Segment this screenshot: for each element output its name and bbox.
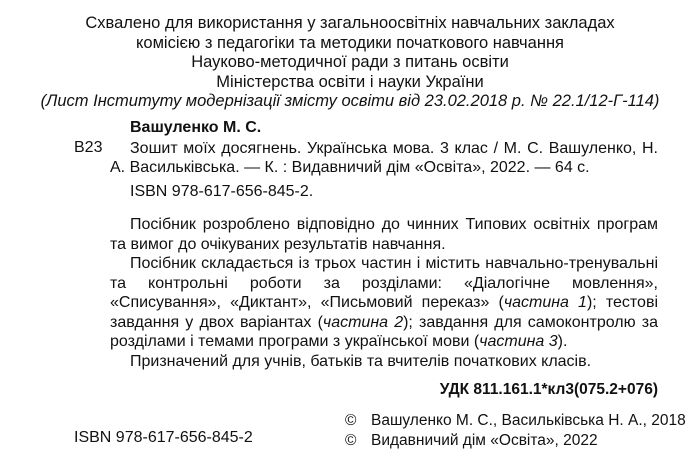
annotation-paragraph: Посібник розроблено відповідно до чинних Типових освітніх програм та вимог до очікуваних результатів навчання. <box>110 216 658 253</box>
annotation-text: ); завдання для самоконтролю за розділами і темами програми з української мови ( <box>110 313 659 350</box>
isbn-bottom: ISBN 978-617-656-845-2 <box>74 429 253 446</box>
approval-line: Міністерства освіти і науки України <box>216 72 484 91</box>
bibliographic-description: Зошит моїх досягнень. Українська мова. 3 клас / М. С. Вашуленко, Н. А. Васильківська. — К. : Видавничий дім «Освіта», 2022. — 64 с. <box>110 140 658 176</box>
annotation-paragraph <box>110 254 658 352</box>
copyright-line <box>345 411 686 431</box>
copyright-icon: © <box>345 412 357 429</box>
annotation-text: Посібник складається із трьох частин і містить навчально-тренувальні та контрольні роботи за розділами: «Діалогічне мовлення», «Списування», «Диктант», «Письмовий переказ» ( <box>110 255 658 311</box>
copyright-block <box>345 411 686 451</box>
copyright-line <box>345 431 686 451</box>
approval-letter: (Лист Інституту модернізації змісту освіти від 23.02.2018 р. № 22.1/12-Г-114) <box>40 92 660 110</box>
annotation <box>110 215 658 371</box>
annotation-text: ); тестові завдання у двох варіантах ( <box>110 294 659 331</box>
approval-line: Схвалено для використання у загальноосвітніх навчальних закладах <box>85 14 615 32</box>
catalog-isbn: ISBN 978-617-656-845-2. <box>130 183 314 200</box>
part-label: частина 1 <box>503 294 587 311</box>
copyright-icon: © <box>345 432 357 449</box>
approval-line: комісією з педагогіки та методики початкового навчання <box>136 33 564 52</box>
copyright-text: Видавничий дім «Освіта», 2022 <box>371 432 598 449</box>
catalog-code: В23 <box>74 139 103 156</box>
part-label: частина 3 <box>479 333 558 350</box>
part-label: частина 2 <box>322 313 404 331</box>
udk-code: УДК 811.161.1*кл3(075.2+076) <box>439 381 658 398</box>
author-name: Вашуленко М. С. <box>130 119 262 136</box>
approval-line: Науково-методичної ради з питань освіти <box>191 53 509 71</box>
annotation-paragraph: Призначений для учнів, батьків та вчителів початкових класів. <box>130 352 592 370</box>
annotation-text: ). <box>557 333 568 350</box>
approval-block <box>40 14 660 112</box>
copyright-text: Вашуленко М. С., Васильківська Н. А., 2018 <box>371 412 686 429</box>
